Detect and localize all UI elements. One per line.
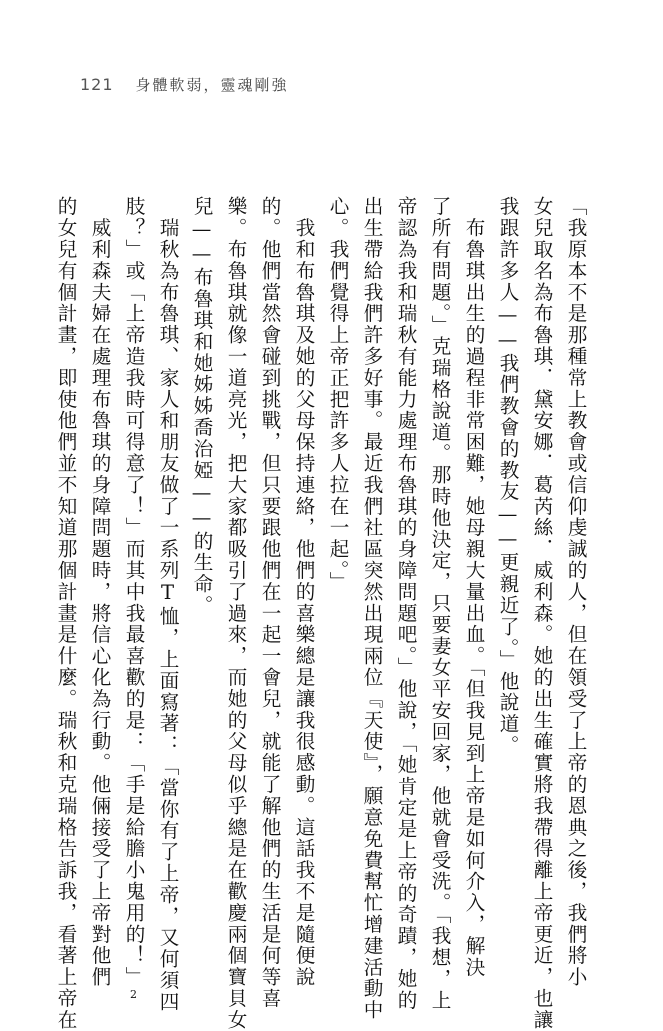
text-column: 瑞秋為布魯琪、家人和朋友做了一系列T恤，上面寫著：「當你有了上帝，又何須四 [156,196,179,1013]
text-column: 兒——布魯琪和她姊姊喬治婭——的生命。 [190,196,213,617]
text-column: 肢？」或「上帝造我時可得意了！」而其中我最喜歡的是：「手是給膽小鬼用的！」2 [122,196,145,1003]
text-column: 心。我們覺得上帝正把許多人拉在一起。」 [326,196,349,593]
vertical-text-body [50,196,590,1031]
page-header [80,74,289,98]
text-column: 威利森夫婦在處理布魯琪的身障問題時，將信心化為行動。他倆接受了上帝對他們 [88,196,111,988]
text-column: 我和布魯琪及她的父母保持連絡，他們的喜樂總是讓我很感動。這話我不是隨便說 [292,196,315,988]
text-column: 「我原本不是那種常上教會或信仰虔誠的人，但在領受了上帝的恩典之後，我們將小 [564,196,587,988]
text-column: 的。他們當然會碰到挑戰，但只要跟他們在一起一會兒，就能了解他們的生活是何等喜 [258,196,281,1010]
running-title: 身體軟弱，靈魂剛強 [135,76,289,94]
text-column: 的女兒有個計畫，即使他們並不知道那個計畫是什麼。瑞秋和克瑞格告訴我，看著上帝在 [54,196,77,1031]
text-column: 帝認為我和瑞秋有能力處理布魯琪的身障問題吧。」他說，「她肯定是上帝的奇蹟，她的 [394,196,417,1011]
text-column: 出生帶給我們許多好事。最近我們社區突然出現兩位『天使』，願意免費幫忙增建活動中 [360,196,383,1021]
page-number: 121 [80,75,114,94]
text-column: 了所有問題。」克瑞格說道。那時他決定，只要妻女平安回家，他就會受洗。「我想，上 [428,196,451,1011]
text-column: 我跟許多人——我們教會的教友——更親近了。」他說道。 [496,196,519,757]
footnote-marker: 2 [127,987,140,1003]
text-column: 樂。布魯琪就像一道亮光，把大家都吸引了過來，而她的父母似乎總是在歡慶兩個寶貝女 [224,196,247,1031]
text-column: 布魯琪出生的過程非常困難，她母親大量出血。「但我見到上帝是如何介入，解決 [462,196,485,978]
text-column: 女兒取名為布魯琪．黛安娜．葛芮絲．威利森。她的出生確實將我帶得離上帝更近，也讓 [530,196,553,1031]
